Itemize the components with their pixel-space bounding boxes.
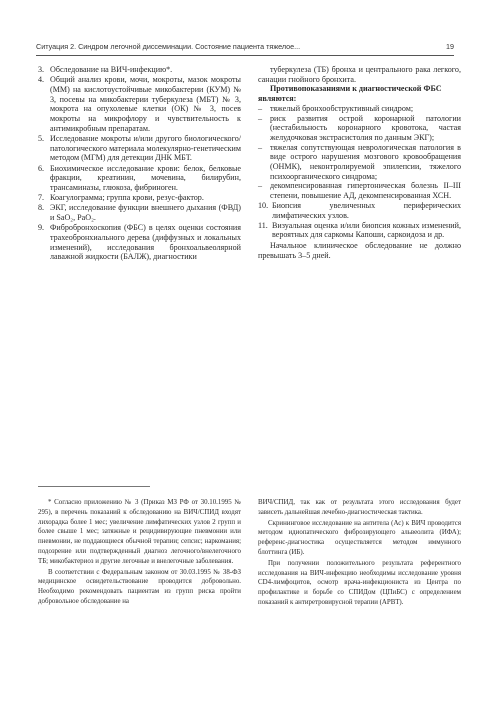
- list-item-text: Коагулограмма; группа крови, резус-фактор.: [50, 193, 204, 203]
- contraindication-text: тяжелый бронхообструктивный синдром;: [270, 103, 414, 113]
- contraindication-text: риск развития острой коронарной патологии (нестабильность коронарного кровотока, частая желудочковая экстрасистолия по данным ЭКГ);: [270, 113, 461, 142]
- list-item: [258, 221, 461, 240]
- left-column: [38, 65, 241, 263]
- footnote-right-column: [258, 498, 461, 609]
- list-item: [38, 65, 241, 75]
- list-item-number: 7.: [38, 193, 45, 203]
- contraindication-text: декомпенсированная гипертоническая болезнь II–III степени, повышение АД, декомпенсированная ХСН.: [270, 181, 461, 201]
- list-item-text: Биопсия увеличенных периферических лимфатических узлов.: [272, 200, 461, 220]
- list-item-text: Обследование на ВИЧ-инфекцию*.: [50, 65, 173, 74]
- list-item-number: 6.: [38, 163, 45, 173]
- list-item: [38, 203, 241, 222]
- list-item-number: 10.: [258, 200, 269, 210]
- page-number: 19: [446, 42, 454, 51]
- contraindication-item: – декомпенсированная гипертоническая болезнь II–III степени, повышение АД, декомпенсированная ХСН.: [258, 181, 461, 201]
- list-item-number: 8.: [38, 203, 45, 213]
- footnote-paragraph: ВИЧ/СПИД, так как от результата этого исследования будет зависеть дальнейшая лечебно-диагностическая тактика.: [258, 499, 461, 516]
- list-item-text: Визуальная оценка и/или биопсия кожных изменений, вероятных для саркомы Капоши, саркоидоза и др.: [272, 220, 461, 240]
- header-divider: [36, 55, 454, 56]
- list-item: [38, 193, 241, 203]
- contraindication-item: – риск развития острой коронарной патологии (нестабильность коронарного кровотока, частая желудочковая экстрасистолия по данным ЭКГ);: [258, 113, 461, 142]
- list-item-text: Исследование мокроты и/или другого биологического/патологического материала молекулярно-генетическим методом (МГМ) для детекции ДНК МБТ.: [50, 133, 241, 163]
- list-item: [38, 75, 241, 133]
- list-item-text: Фибробронхоскопия (ФБС) в целях оценки состояния трахеобронхиального дерева (диффузных и локальных изменений), исследования бронхоальвеолярной лаважной жидкости (БАЛЖ), диагностики: [50, 223, 241, 262]
- footnote-paragraph: Скрининговое исследование на антитела (Ас) к ВИЧ проводится методом идиопатического фиброзирующего альвеолита (ИФА); референс-диагностика осуществляется методом иммунного блоттинга (ИБ).: [258, 519, 461, 556]
- list-item: [258, 201, 461, 220]
- list-item-number: 9.: [38, 223, 45, 233]
- contraindications-heading: Противопоказаниями к диагностической ФБС являются:: [258, 84, 442, 104]
- list-item-number: 3.: [38, 65, 45, 74]
- closing-paragraph: Начальное клиническое обследование не должно превышать 3–5 дней.: [258, 241, 461, 260]
- list-item: [38, 134, 241, 163]
- contraindication-item: – тяжелая сопутствующая неврологическая патология в виде острого нарушения мозгового кровообращения (ОНМК), неконтролируемой эпилепсии, тяжелого психоорганического синдрома;: [258, 142, 461, 181]
- footnote-paragraph: В соответствии с Федеральным законом от 30.03.1995 № 38-ФЗ медицинское освидетельствование проводится добровольно. Необходимо рекомендовать пациентам из групп риска пройти добровольное обследование на: [38, 568, 241, 605]
- right-column: [258, 65, 461, 261]
- list-item-number: 4.: [38, 75, 45, 85]
- running-header-title: Ситуация 2. Синдром легочной диссеминации. Состояние пациента тяжелое...: [36, 42, 301, 51]
- list-item-number: 5.: [38, 133, 45, 143]
- footnote-paragraph: * Согласно приложению № 3 (Приказ МЗ РФ от 30.10.1995 № 295), в перечень показаний к обследованию на ВИЧ/СПИД входят лихорадка более 1 мес; увеличение лимфатических узлов 2 групп и более свыше 1 мес; затяжные и рецидивирующие пневмонии или пневмонии, не поддающиеся обычной терапии; сепсис; наркомания; подозрение или подтвержденный диагноз легочного/внелегочного ТБ; микобактериоз и другие легочные и внелегочные заболевания.: [38, 499, 241, 565]
- list-item-text: Общий анализ крови, мочи, мокроты, мазок мокроты (ММ) на кислотоустойчивые микобактерии (КУМ) № 3, посевы на микобактерии туберкулеза (МБТ) № 3, мокрота на опухолевые клетки (ОК) № 3, посев мокроты на микрофлору и чувствительность к антимикробным препаратам.: [50, 75, 241, 133]
- list-item-text: ЭКГ, исследование функции внешнего дыхания (ФВД) и SaO₂, PaO₂.: [50, 203, 241, 223]
- footnote-divider: [38, 486, 150, 487]
- running-header: [36, 41, 454, 53]
- footnote-left-column: [38, 498, 241, 608]
- footnote-paragraph: При получении положительного результата референтного исследования на ВИЧ-инфекцию необходимы исследование уровня CD4-лимфоцитов, осмотр врача-инфекциониста из Центра по профилактике и борьбе со СПИДом (ЦПиБС) с определением показаний к антиретровирусной терапии (АРВТ).: [258, 559, 461, 606]
- contraindication-text: тяжелая сопутствующая неврологическая патология в виде острого нарушения мозгового кровообращения (ОНМК), неконтролируемой эпилепсии, тяжелого психоорганического синдрома;: [270, 142, 461, 181]
- contraindication-item: – тяжелый бронхообструктивный синдром;: [258, 103, 414, 113]
- list-item: [38, 164, 241, 193]
- list-item-text: Биохимическое исследование крови: белок, белковые фракции, креатинин, мочевина, билирубин, трансаминазы, глюкоза, фибриноген.: [50, 163, 241, 192]
- list-item-number: 11.: [258, 220, 268, 230]
- continued-text: туберкулеза (ТБ) бронха и центрального рака легкого, санации гнойного бронхита.: [258, 65, 461, 84]
- list-item: [38, 223, 241, 262]
